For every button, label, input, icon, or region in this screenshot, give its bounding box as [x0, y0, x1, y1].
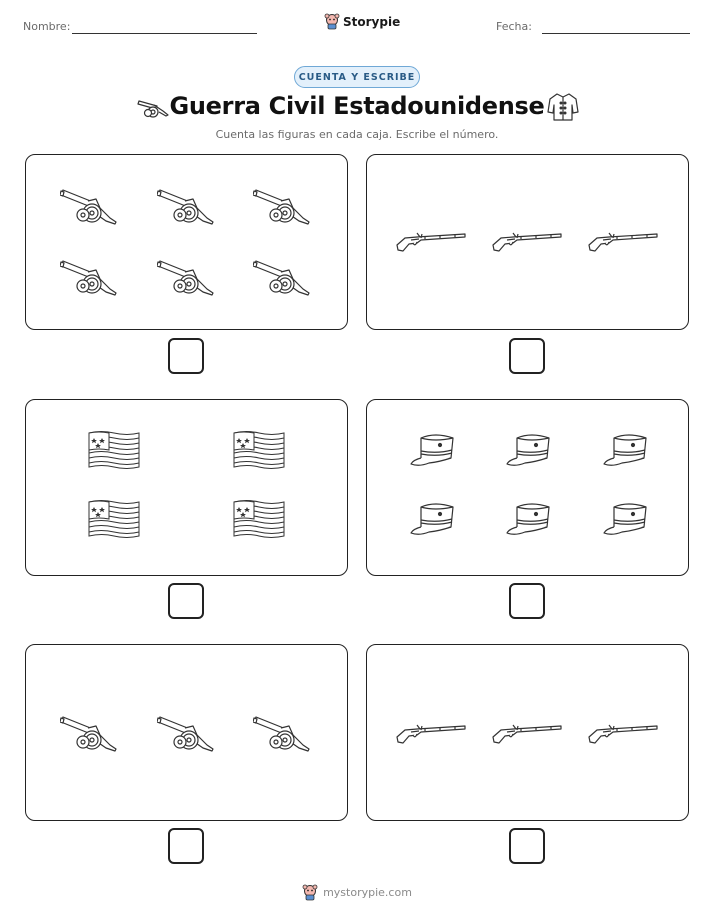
cannon-icon — [253, 709, 313, 757]
cannon-icon — [253, 182, 313, 230]
kepi-hat-icon — [602, 501, 650, 543]
kepi-hat-icon — [505, 432, 553, 474]
cannon-icon — [157, 709, 217, 757]
cannon-icon — [253, 253, 313, 301]
storypie-logo — [324, 13, 400, 30]
musket-icon — [491, 721, 563, 749]
flag-icon — [232, 499, 286, 545]
musket-icon — [587, 721, 659, 749]
cannon-icon — [60, 709, 120, 757]
activity-badge: CUENTA Y ESCRIBE — [294, 66, 420, 88]
cannon-icon — [60, 182, 120, 230]
kepi-hat-icon — [602, 432, 650, 474]
musket-icon — [491, 229, 563, 257]
cannon-icon — [60, 253, 120, 301]
flag-icon — [87, 499, 141, 545]
answer-box-3[interactable] — [168, 583, 204, 619]
name-line[interactable] — [72, 33, 257, 34]
flag-icon — [232, 430, 286, 476]
footer-url: mystorypie.com — [323, 886, 412, 899]
flag-icon — [87, 430, 141, 476]
date-line[interactable] — [542, 33, 690, 34]
musket-icon — [395, 721, 467, 749]
answer-box-2[interactable] — [509, 338, 545, 374]
kepi-hat-icon — [505, 501, 553, 543]
kepi-hat-icon — [409, 432, 457, 474]
count-box-1 — [25, 154, 348, 330]
name-label: Nombre: — [23, 20, 71, 33]
brand-name: Storypie — [343, 14, 401, 29]
count-box-4 — [366, 399, 689, 576]
musket-icon — [587, 229, 659, 257]
uniform-jacket-icon — [546, 92, 580, 122]
count-box-3 — [25, 399, 348, 576]
cannon-icon — [157, 253, 217, 301]
date-label: Fecha: — [496, 20, 532, 33]
answer-box-4[interactable] — [509, 583, 545, 619]
kepi-hat-icon — [409, 501, 457, 543]
answer-box-5[interactable] — [168, 828, 204, 864]
instructions: Cuenta las figuras en cada caja. Escribe el número. — [215, 128, 499, 141]
page-title: Guerra Civil Estadounidense — [169, 92, 545, 120]
storypie-mascot-icon — [302, 884, 318, 901]
footer — [0, 884, 714, 901]
cannon-icon — [157, 182, 217, 230]
musket-icon — [395, 229, 467, 257]
answer-box-1[interactable] — [168, 338, 204, 374]
storypie-mascot-icon — [324, 13, 340, 30]
answer-box-6[interactable] — [509, 828, 545, 864]
